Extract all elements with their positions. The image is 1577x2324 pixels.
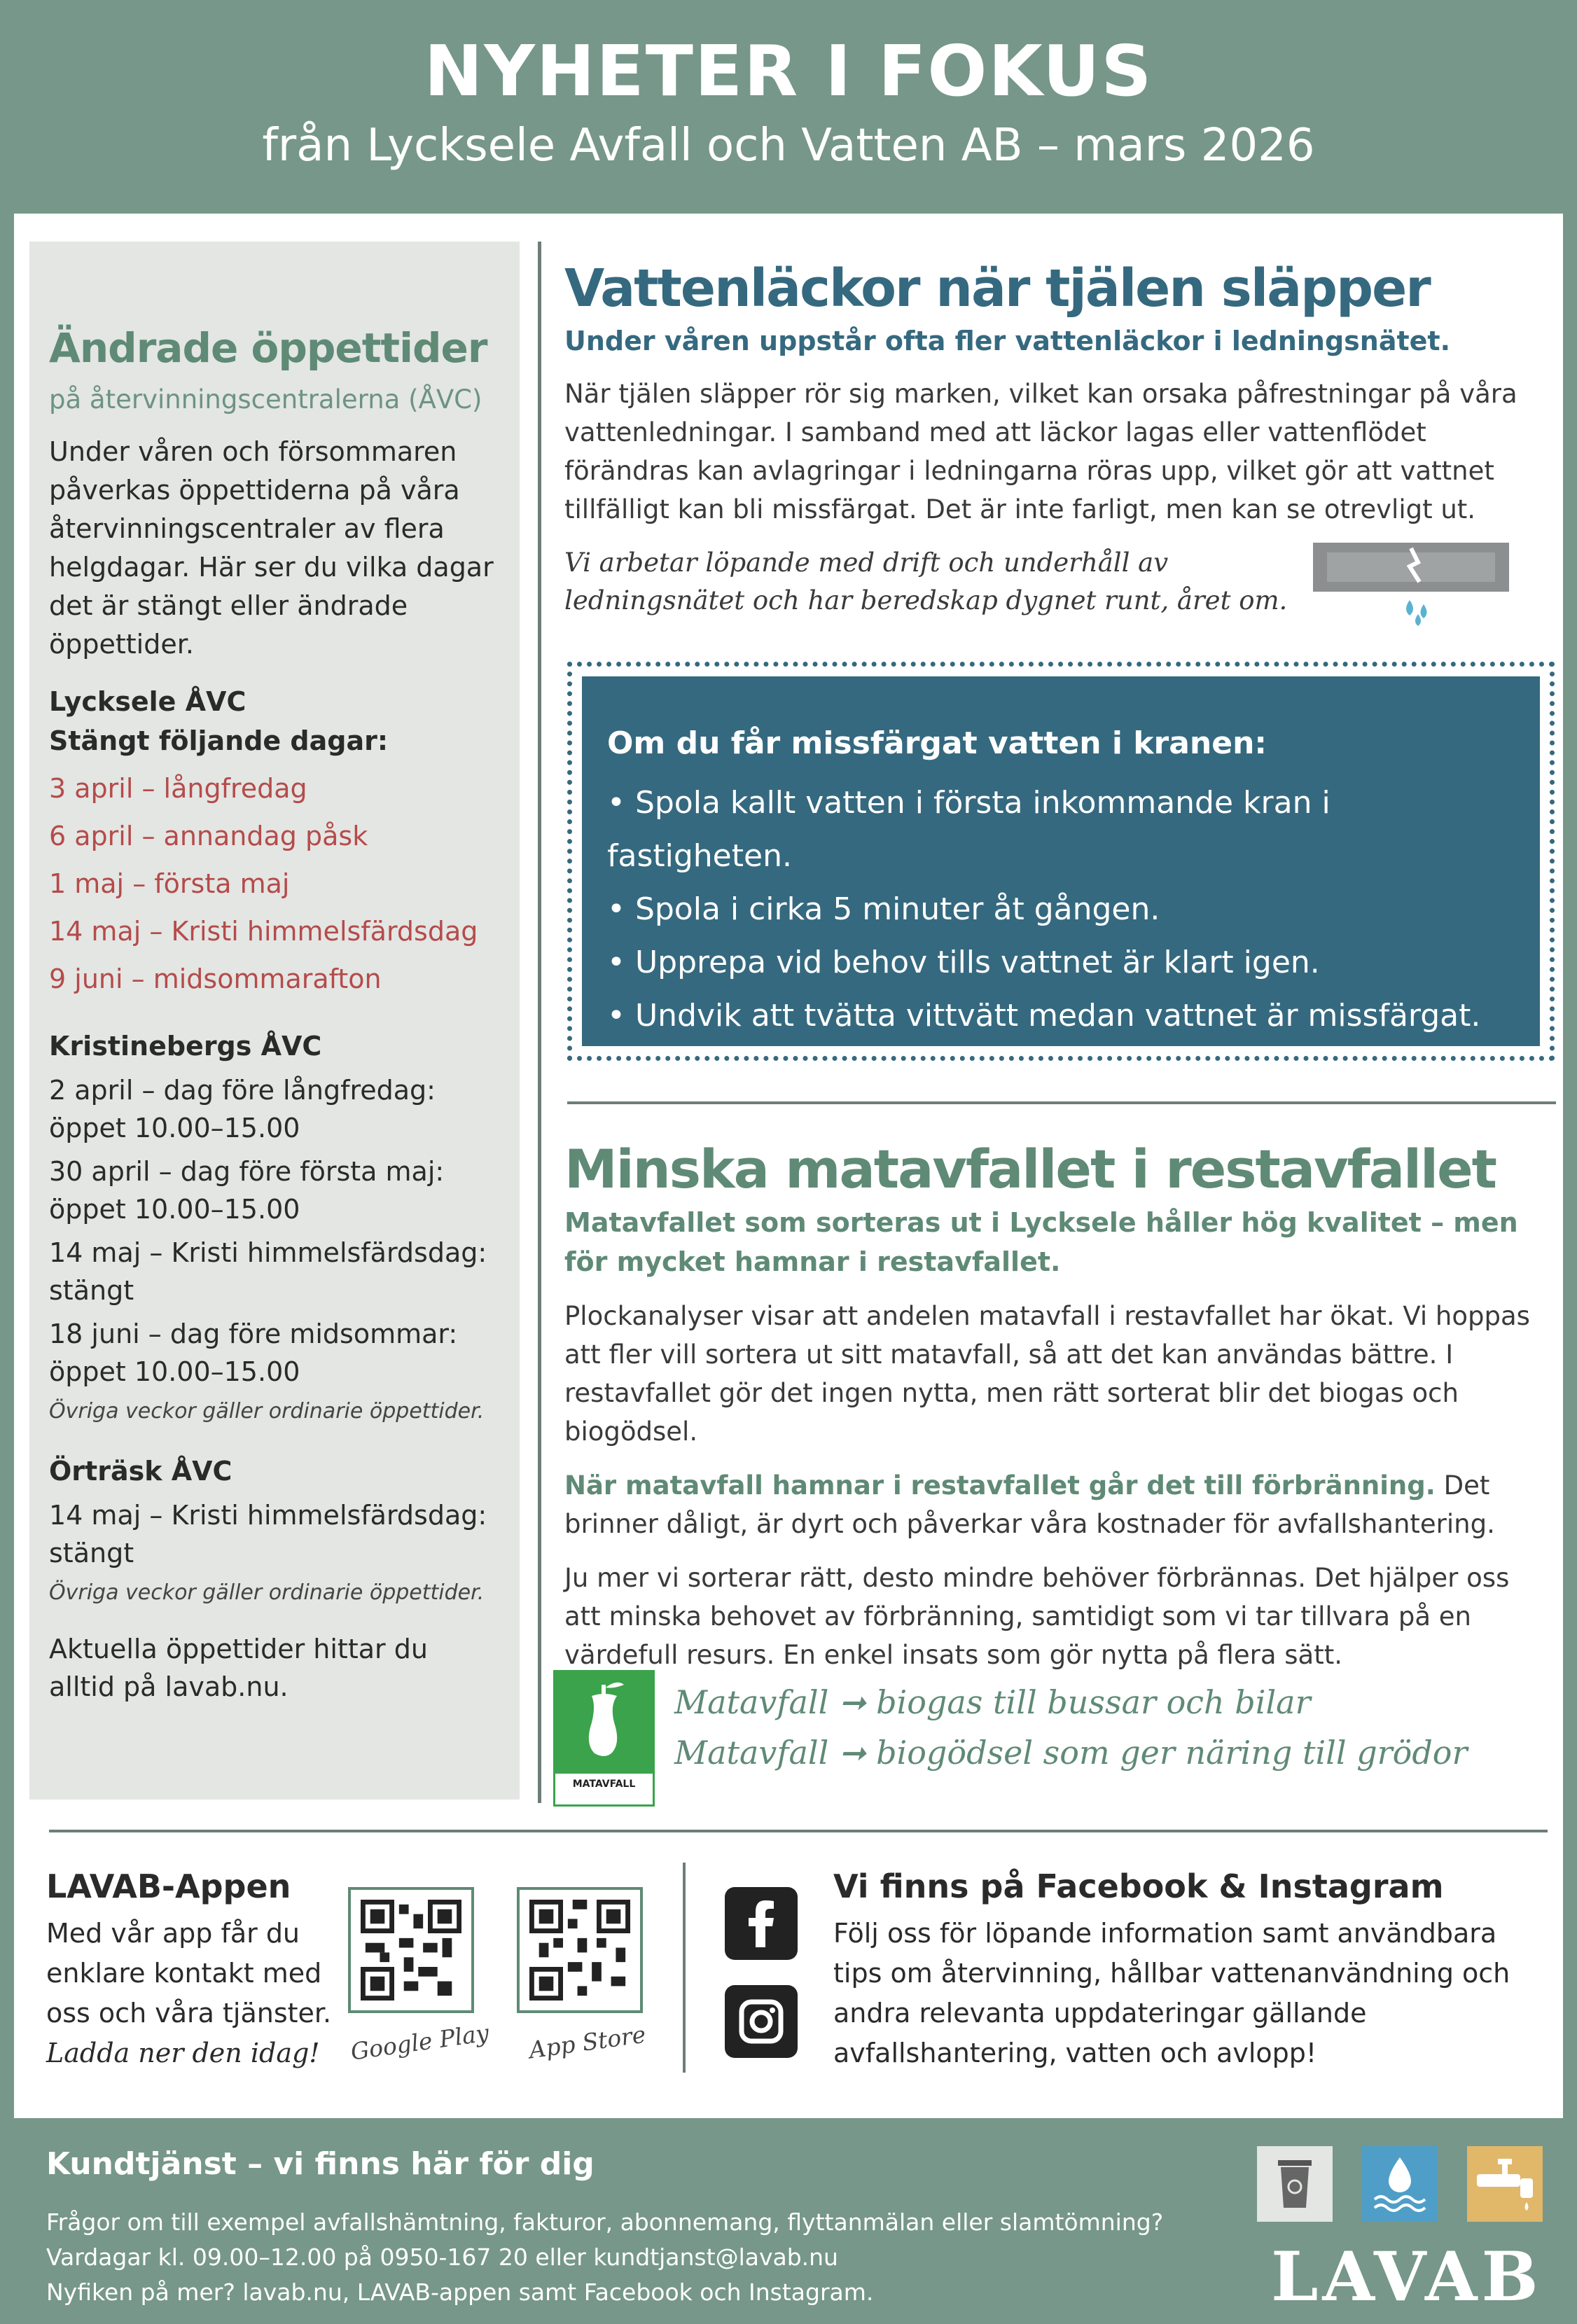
qr-icon (361, 1900, 461, 2001)
box-title: Om du får missfärgat vatten i kranen: (607, 725, 1267, 761)
customer-service-footer (0, 2118, 1577, 2324)
app-store-qr-code[interactable] (517, 1887, 643, 2013)
ortrask-block (49, 1452, 500, 1605)
lavab-logo: LAVAB (1271, 2237, 1543, 2316)
column-divider (538, 242, 541, 1803)
sidebar-footer-text: Aktuella öppettider hittar du alltid på lavab.nu. (49, 1634, 428, 1702)
footer-line: Vardagar kl. 09.00–12.00 på 0950-167 20 eller kundtjanst@lavab.nu (46, 2243, 838, 2271)
food-p3: Ju mer vi sorterar rätt, desto mindre behöver förbrännas. Det hjälper oss att minska behovet av förbränning, samtidigt som vi tar tillvara på en värdefull resurs. En enkel insats som gör nytta på flera sätt. (564, 1563, 1510, 1670)
tip-item: • Undvik att tvätta vittvätt medan vattnet är missfärgat. (607, 998, 1481, 1034)
social-divider (683, 1863, 686, 2073)
food-subtitle: Matavfallet som sorteras ut i Lycksele håller hög kvalitet – men för mycket hamnar i restavfallet. (564, 1207, 1518, 1277)
closed-day: 9 juni – midsommarafton (49, 963, 382, 994)
food-waste-article (564, 1138, 1545, 1674)
app-text (46, 1914, 340, 2073)
water-icon (1362, 2146, 1438, 2222)
qr-icon (529, 1900, 630, 2001)
lycksele-name: Lycksele ÅVC (49, 686, 246, 717)
food-p2 (564, 1466, 1545, 1543)
tip-item: • Spola i cirka 5 minuter åt gången. (607, 891, 1160, 927)
closed-day: 1 maj – första maj (49, 868, 290, 899)
closed-day: 14 maj – Kristi himmelsfärdsdag (49, 916, 478, 947)
discolored-water-box (567, 662, 1555, 1061)
food-p2-rest: Det brinner dåligt, är dyrt och påverkar våra kostnader för avfallshantering. (564, 1470, 1495, 1539)
kristineberg-name: Kristinebergs ÅVC (49, 1031, 322, 1062)
footer-title: Kundtjänst – vi finns här för dig (46, 2146, 595, 2182)
hours-item-closed: 14 maj – Kristi himmelsfärdsdag: stängt (49, 1500, 487, 1568)
header (0, 0, 1577, 210)
content-sheet (14, 214, 1563, 2118)
page-subtitle: från Lycksele Avfall och Vatten AB – mars 2026 (262, 120, 1315, 172)
waste-bin-icon (1257, 2146, 1333, 2222)
sidebar-subtitle: på återvinningscentralerna (ÅVC) (49, 384, 482, 415)
app-title: LAVAB-Appen (46, 1867, 291, 1905)
social-title: Vi finns på Facebook & Instagram (833, 1867, 1444, 1905)
page-title: NYHETER I FOKUS (424, 30, 1153, 112)
food-p2-bold: När matavfall hamnar i restavfallet går det till förbränning. (564, 1470, 1436, 1501)
google-play-label: Google Play (349, 2019, 491, 2066)
instagram-icon[interactable] (725, 1985, 798, 2058)
apple-core-icon (555, 1672, 653, 1774)
food-title: Minska matavfallet i restavfallet (564, 1138, 1496, 1200)
leak-handwritten-note: Vi arbetar löpande med drift och underhåll av ledningsnätet och har beredskap dygnet runt, året om. (564, 548, 1288, 615)
app-store-label: App Store (527, 2020, 648, 2064)
hours-note: Övriga veckor gäller ordinarie öppettider. (49, 1580, 485, 1605)
leak-body: När tjälen släpper rör sig marken, vilket kan orsaka påfrestningar på våra vattenledningar. I samband med att läckor lagas eller vattenflödet förändras kan avlagringar i ledningarna röras upp, vilket gör att vattnet tillfälligt kan bli missfärgat. Det är inte farligt, men kan se otrevligt ut. (564, 379, 1517, 524)
tip-item: • Spola kallt vatten i första inkommande kran i fastigheten. (607, 785, 1331, 874)
footer-divider (49, 1830, 1548, 1832)
discolored-water-inner (582, 676, 1540, 1046)
matavfall-icon (553, 1670, 655, 1807)
footer-line: Frågor om till exempel avfallshämtning, fakturor, abonnemang, flyttanmälan eller slamtömning? (46, 2208, 1164, 2236)
hours-item: 2 april – dag före långfredag: öppet 10.00–15.00 (49, 1075, 436, 1143)
hours-item-closed: 14 maj – Kristi himmelsfärdsdag: stängt (49, 1237, 487, 1306)
app-download-note: Ladda ner den idag! (46, 2038, 320, 2068)
hours-item: 30 april – dag före första maj: öppet 10.00–15.00 (49, 1156, 445, 1225)
lycksele-closed-label: Stängt följande dagar: (49, 725, 389, 756)
outcome-line: Matavfall ➞ biogas till bussar och bilar (674, 1683, 1311, 1721)
food-p1: Plockanalyser visar att andelen matavfall i restavfallet har ökat. Vi hoppas att fler vill sortera ut sitt matavfall, så att det kan användas bättre. I restavfallet gör det ingen nytta, men rätt sorterat blir det biogas och biogödsel. (564, 1301, 1530, 1447)
section-divider (567, 1101, 1556, 1104)
facebook-icon[interactable] (725, 1887, 798, 1960)
app-description: Med vår app får du enklare kontakt med oss och våra tjänster. (46, 1918, 332, 2029)
social-text: Följ oss för löpande information samt användbara tips om återvinning, hållbar vattenanvändning och andra relevanta uppdateringar gällande avfallshantering, vatten och avlopp! (833, 1918, 1510, 2068)
lycksele-block (49, 682, 500, 999)
tap-icon (1467, 2146, 1543, 2222)
food-outcomes (674, 1677, 1467, 1778)
closed-day: 6 april – annandag påsk (49, 821, 368, 851)
leak-subtitle: Under våren uppstår ofta fler vattenläckor i ledningsnätet. (564, 326, 1451, 356)
closed-day: 3 april – långfredag (49, 773, 307, 804)
outcome-line: Matavfall ➞ biogödsel som ger näring till grödor (674, 1734, 1468, 1772)
footer-line: Nyfiken på mer? lavab.nu, LAVAB-appen samt Facebook och Instagram. (46, 2278, 874, 2306)
sidebar-title: Ändrade öppettider (49, 324, 487, 372)
leaking-pipe-icon (1313, 536, 1509, 627)
kristineberg-block (49, 1027, 500, 1424)
matavfall-label: MATAVFALL (572, 1779, 636, 1790)
ortrask-name: Örträsk ÅVC (49, 1456, 232, 1487)
hours-item: 18 juni – dag före midsommar: öppet 10.00–15.00 (49, 1318, 458, 1387)
google-play-qr-code[interactable] (348, 1887, 474, 2013)
leak-title: Vattenläckor när tjälen släpper (564, 258, 1430, 319)
hours-note: Övriga veckor gäller ordinarie öppettider. (49, 1399, 485, 1424)
opening-hours-sidebar (29, 242, 520, 1800)
sidebar-intro: Under våren och försommaren påverkas öppettiderna på våra återvinningscentraler av flera helgdagar. Här ser du vilka dagar det är stängt eller ändrade öppettider. (49, 436, 494, 660)
tip-item: • Upprepa vid behov tills vattnet är klart igen. (607, 945, 1320, 980)
